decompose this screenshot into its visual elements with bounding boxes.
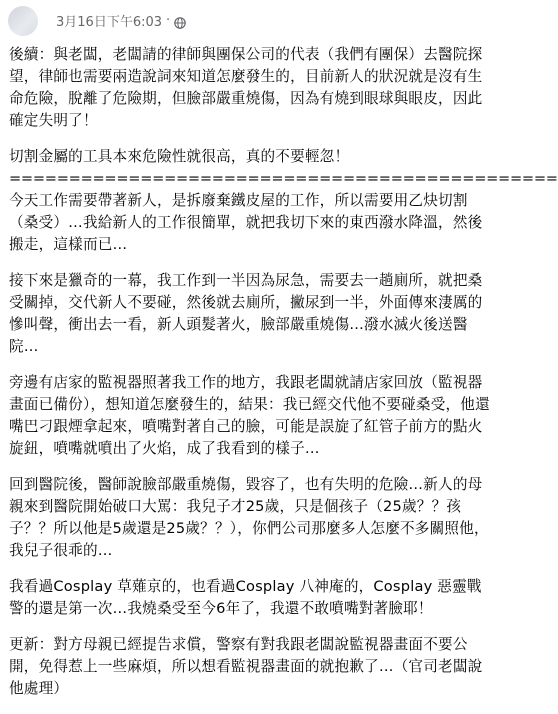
author-avatar[interactable] [8, 6, 38, 36]
paragraph-cosplay: 我看過Cosplay 草薙京的，也看過Cosplay 八神庵的，Cosplay 惡靈戰警的還是第一次…我燒桑受至今6年了，我還不敢噴嘴對著臉耶！ [9, 578, 482, 617]
paragraph-hospital: 回到醫院後，醫師說臉部嚴重燒傷，毀容了，也有失明的危險…新人的母親來到醫院開始破口大罵：我兒子才25歲，只是個孩子（25歲？？孩子？？所以他是5歲還是25歲？？），你們公司那麼多人怎麼不多關照他，我兒子很乖的… [9, 476, 489, 559]
paragraph-update: 更新：對方母親已經提告求償，警察有對我跟老闆說監視器畫面不要公開，免得惹上一些麻煩，所以想看監視器畫面的就抱歉了…（官司老闆說他處理） [9, 636, 483, 697]
paragraph-warning: 切割金屬的工具本來危險性就很高，真的不要輕忽！ [9, 148, 350, 165]
post-timestamp[interactable]: 3月16日下午6:03 [56, 14, 163, 30]
post-body [9, 44, 558, 714]
paragraph-cctv: 旁邊有店家的監視器照著我工作的地方，我跟老闆就請店家回放（監視器畫面已備份），想知道怎麼發生的，結果：我已經交代他不要碰桑受，他還嘴巴刁跟煙拿起來，噴嘴對著自己的臉，可能是誤旋了紅管子前方的點火旋鈕，噴嘴就噴出了火焰，成了我看到的樣子… [9, 374, 490, 457]
meta-separator: · [166, 12, 171, 28]
paragraph-follow-up: 後續：與老闆，老闆請的律師與團保公司的代表（我們有團保）去醫院探望，律師也需要兩造說詞來知道怎麼發生的，目前新人的狀況就是沒有生命危險，脫離了危險期，但臉部嚴重燒傷，因為有燒到眼球與眼皮，因此確定失明了！ [9, 46, 483, 129]
separator-line: ============================================== [9, 170, 558, 187]
post-header [0, 0, 503, 40]
paragraph-incident: 接下來是獵奇的一幕，我工作到一半因為尿急，需要去一趟廁所，就把桑受關掉，交代新人不要碰，然後就去廁所，撇尿到一半，外面傳來淒厲的慘叫聲，衝出去一看，新人頭髮著火，臉部嚴重燒傷…潑水滅火後送醫院… [9, 272, 483, 355]
post-meta [56, 10, 186, 30]
globe-icon[interactable] [174, 14, 186, 26]
paragraph-intro: 今天工作需要帶著新人，是拆廢棄鐵皮屋的工作，所以需要用乙炔切割（桑受）…我給新人的工作很簡單，就把我切下來的東西潑水降溫，然後搬走，這樣而已… [9, 192, 483, 253]
